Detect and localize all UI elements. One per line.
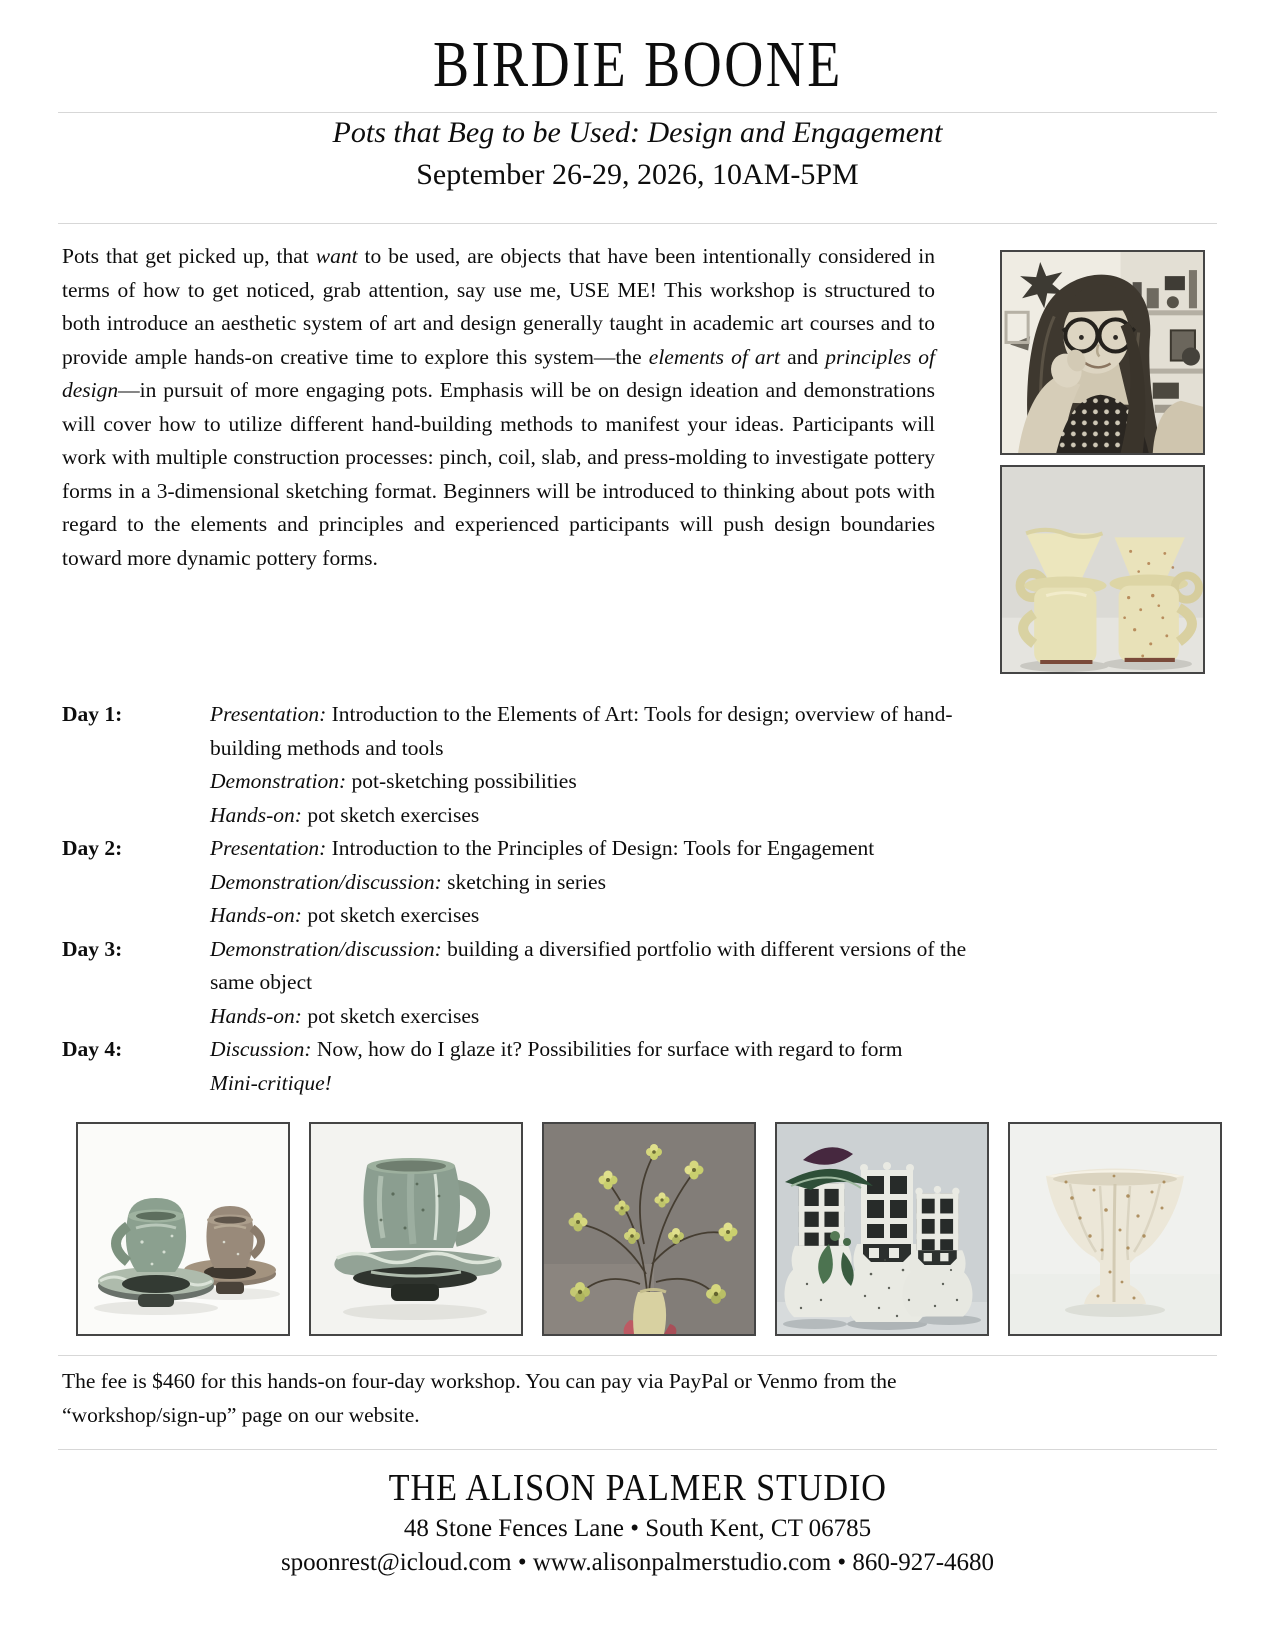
divider	[58, 1355, 1217, 1356]
green-mug-illustration	[311, 1124, 521, 1334]
schedule-item: Demonstration/discussion: building a diversified portfolio with different versions of the same object	[210, 936, 967, 994]
day-label: Day 1:	[62, 702, 123, 726]
fee-line-2: “workshop/sign-up” page on our website.	[62, 1402, 420, 1427]
schedule	[62, 698, 1213, 1100]
studio-name: THE ALISON PALMER STUDIO	[388, 1467, 887, 1509]
schedule-item: Hands-on: pot sketch exercises	[210, 1003, 480, 1028]
day-row	[62, 698, 1213, 832]
schedule-item: Presentation: Introduction to the Elements of Art: Tools for design; overview of hand- building methods and tools	[210, 702, 953, 760]
day-row	[62, 1033, 1213, 1100]
day-label: Day 3:	[62, 936, 123, 961]
schedule-item: Discussion: Now, how do I glaze it? Possibilities for surface with regard to form	[210, 1037, 903, 1061]
lattice-vases-illustration	[777, 1124, 987, 1334]
divider	[58, 223, 1217, 224]
schedule-item: Hands-on: pot sketch exercises	[210, 903, 480, 927]
schedule-item: Hands-on: pot sketch exercises	[210, 802, 480, 827]
pourover-illustration	[1002, 467, 1203, 672]
day-label: Day 4:	[62, 1037, 123, 1061]
divider	[58, 1449, 1217, 1450]
day-row	[62, 832, 1213, 933]
photo-footed-bowl	[1008, 1122, 1222, 1336]
studio-footer	[0, 1464, 1275, 1580]
photo-green-mug	[309, 1122, 523, 1336]
pourover-pots-photo	[1000, 465, 1205, 674]
day-row	[62, 933, 1213, 1034]
portrait-illustration	[1002, 252, 1203, 453]
workshop-dates: September 26-29, 2026, 10AM-5PM	[416, 158, 859, 191]
intro-section	[62, 240, 1205, 672]
studio-contact: spoonrest@icloud.com • www.alisonpalmerstudio.com • 860-927-4680	[280, 1549, 995, 1576]
day-label: Day 2:	[62, 836, 123, 860]
studio-address: 48 Stone Fences Lane • South Kent, CT 06785	[403, 1515, 872, 1542]
fee-note	[62, 1365, 1213, 1432]
photo-lattice-vases	[775, 1122, 989, 1336]
mugs-pair-illustration	[78, 1124, 288, 1334]
workshop-subtitle: Pots that Beg to be Used: Design and Engagement	[332, 116, 943, 149]
side-photos	[1000, 240, 1205, 672]
dogwood-illustration	[544, 1124, 754, 1334]
page-title: BIRDIE BOONE	[432, 28, 843, 101]
photo-dogwood-vase	[542, 1122, 756, 1336]
photo-mugs-pair	[76, 1122, 290, 1336]
instructor-portrait-photo	[1000, 250, 1205, 455]
footed-bowl-illustration	[1010, 1124, 1220, 1334]
pottery-gallery	[76, 1122, 1275, 1336]
schedule-item: Demonstration: pot-sketching possibilities	[210, 769, 577, 793]
schedule-item: Presentation: Introduction to the Principles of Design: Tools for Engagement	[210, 836, 875, 860]
intro-paragraph: Pots that get picked up, that want to be used, are objects that have been intentionally considered in terms of how to get noticed, grab attention, say use me, USE ME! This workshop is structured to both introduce an aesthetic system of art and design generally taught in academic art courses and to provide ample hands-on creative time to explore this system—the elements of art and principles of design—in pursuit of more engaging pots. Emphasis will be on design ideation and demonstrations will cover how to utilize different hand-building methods to manifest your ideas. Participants will work with multiple construction processes: pinch, coil, slab, and press-molding to investigate pottery forms in a 3-dimensional sketching format. Beginners will be introduced to thinking about pots with regard to the elements and principles and experienced participants will push design boundaries toward more dynamic pottery forms.	[62, 244, 935, 570]
schedule-item: Demonstration/discussion: sketching in series	[210, 869, 606, 894]
fee-line-1: The fee is $460 for this hands-on four-day workshop. You can pay via PayPal or Venmo from the	[62, 1369, 897, 1393]
schedule-item: Mini-critique!	[210, 1070, 332, 1095]
